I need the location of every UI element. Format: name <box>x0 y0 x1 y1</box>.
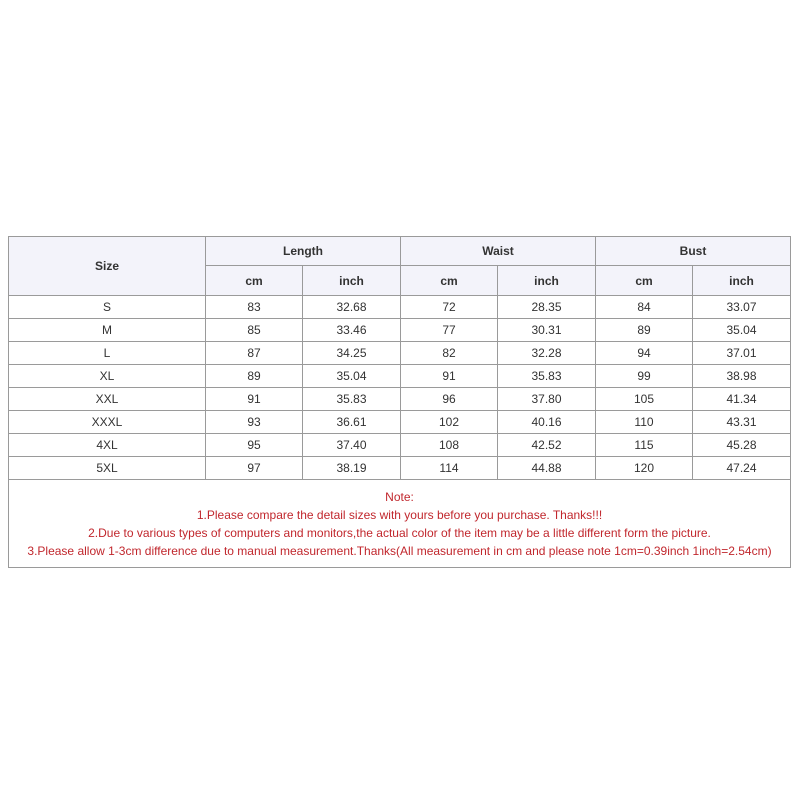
length-cm-cell: 93 <box>206 411 303 434</box>
size-cell: XXXL <box>9 411 206 434</box>
waist-cm-cell: 77 <box>401 319 498 342</box>
size-cell: 4XL <box>9 434 206 457</box>
length-cm-cell: 83 <box>206 296 303 319</box>
size-cell: 5XL <box>9 457 206 480</box>
bust-inch-cell: 41.34 <box>693 388 791 411</box>
bust-cm-cell: 89 <box>596 319 693 342</box>
unit-header-cell: cm <box>206 266 303 296</box>
waist-cm-cell: 114 <box>401 457 498 480</box>
waist-cm-cell: 102 <box>401 411 498 434</box>
table-row <box>9 365 791 388</box>
bust-cm-cell: 115 <box>596 434 693 457</box>
length-inch-cell: 38.19 <box>303 457 401 480</box>
length-cm-cell: 91 <box>206 388 303 411</box>
length-cm-cell: 85 <box>206 319 303 342</box>
bust-cm-cell: 120 <box>596 457 693 480</box>
size-column-header: Size <box>9 237 206 296</box>
bust-inch-cell: 38.98 <box>693 365 791 388</box>
length-inch-cell: 32.68 <box>303 296 401 319</box>
bust-cm-cell: 94 <box>596 342 693 365</box>
size-chart-table <box>8 236 791 568</box>
unit-header-cell: cm <box>401 266 498 296</box>
table-row <box>9 457 791 480</box>
waist-inch-cell: 35.83 <box>498 365 596 388</box>
unit-header-cell: inch <box>498 266 596 296</box>
length-inch-cell: 37.40 <box>303 434 401 457</box>
waist-inch-cell: 37.80 <box>498 388 596 411</box>
length-inch-cell: 35.04 <box>303 365 401 388</box>
bust-inch-cell: 35.04 <box>693 319 791 342</box>
table-row <box>9 411 791 434</box>
waist-inch-cell: 42.52 <box>498 434 596 457</box>
size-cell: S <box>9 296 206 319</box>
note-line-1: 1.Please compare the detail sizes with yours before you purchase. Thanks!!! <box>196 507 603 522</box>
table-row <box>9 319 791 342</box>
unit-header-cell: cm <box>596 266 693 296</box>
bust-cm-cell: 99 <box>596 365 693 388</box>
size-cell: XXL <box>9 388 206 411</box>
bust-inch-cell: 33.07 <box>693 296 791 319</box>
length-inch-cell: 34.25 <box>303 342 401 365</box>
bust-inch-cell: 37.01 <box>693 342 791 365</box>
table-row <box>9 296 791 319</box>
waist-inch-cell: 28.35 <box>498 296 596 319</box>
bust-cm-cell: 110 <box>596 411 693 434</box>
waist-cm-cell: 96 <box>401 388 498 411</box>
waist-cm-cell: 82 <box>401 342 498 365</box>
note-title: Note: <box>385 489 414 504</box>
length-inch-cell: 33.46 <box>303 319 401 342</box>
length-inch-cell: 36.61 <box>303 411 401 434</box>
waist-inch-cell: 32.28 <box>498 342 596 365</box>
length-cm-cell: 95 <box>206 434 303 457</box>
size-cell: M <box>9 319 206 342</box>
waist-inch-cell: 40.16 <box>498 411 596 434</box>
waist-cm-cell: 72 <box>401 296 498 319</box>
bust-inch-cell: 43.31 <box>693 411 791 434</box>
notes-section <box>9 480 791 568</box>
length-cm-cell: 89 <box>206 365 303 388</box>
size-chart-body <box>9 296 791 480</box>
size-cell: XL <box>9 365 206 388</box>
waist-inch-cell: 44.88 <box>498 457 596 480</box>
length-inch-cell: 35.83 <box>303 388 401 411</box>
bust-inch-cell: 47.24 <box>693 457 791 480</box>
waist-inch-cell: 30.31 <box>498 319 596 342</box>
waist-cm-cell: 91 <box>401 365 498 388</box>
note-line-2: 2.Due to various types of computers and monitors,the actual color of the item may be a little different form the picture. <box>88 525 711 540</box>
note-line-3: 3.Please allow 1-3cm difference due to manual measurement.Thanks(All measurement in cm and please note 1cm=0.39inch 1inch=2.54cm) <box>27 543 772 558</box>
bust-cm-cell: 105 <box>596 388 693 411</box>
bust-inch-cell: 45.28 <box>693 434 791 457</box>
bust-cm-cell: 84 <box>596 296 693 319</box>
waist-cm-cell: 108 <box>401 434 498 457</box>
size-cell: L <box>9 342 206 365</box>
table-row <box>9 434 791 457</box>
length-group-header: Length <box>206 237 401 266</box>
table-row <box>9 388 791 411</box>
waist-group-header: Waist <box>401 237 596 266</box>
length-cm-cell: 97 <box>206 457 303 480</box>
unit-header-cell: inch <box>303 266 401 296</box>
bust-group-header: Bust <box>596 237 791 266</box>
table-row <box>9 342 791 365</box>
unit-header-cell: inch <box>693 266 791 296</box>
length-cm-cell: 87 <box>206 342 303 365</box>
